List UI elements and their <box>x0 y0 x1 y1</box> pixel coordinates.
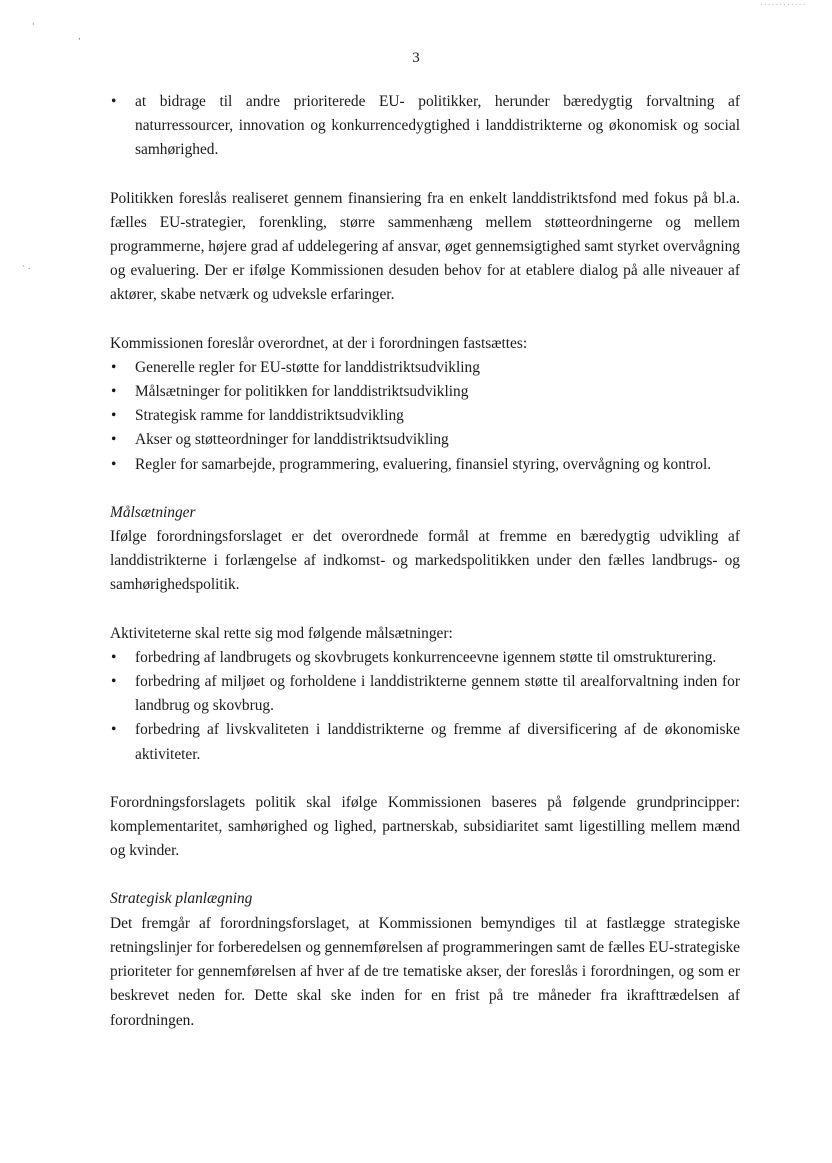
section-heading-goals: Målsætninger <box>110 503 196 521</box>
scan-edge-dots: ............ <box>760 0 807 8</box>
list-item-text: Akser og støtteordninger for landdistriktsudvikling <box>135 431 449 449</box>
paragraph-commission: Kommissionen foreslår overordnet, at der i forordningen fastsættes: <box>110 334 528 352</box>
paragraph-principles: Forordningsforslagets politik skal ifølge Kommissionen baseres på følgende grundprincipper: komplementaritet, samhørighed og lighed, partnerskab, subsidiaritet samt ligestilling mellem mænd og kvinder. <box>110 793 740 860</box>
list-item <box>110 428 740 452</box>
bullet-icon: • <box>111 358 117 376</box>
list-item-text: forbedring af miljøet og forholdene i landdistrikterne gennem støtte til arealforvaltning inden for landbrug og skovbrug. <box>135 673 740 715</box>
bullet-icon: • <box>111 721 117 739</box>
list-item-text: at bidrage til andre prioriterede EU- politikker, herunder bæredygtig forvaltning af naturressourcer, innovation og konkurrencedygtighed i landdistrikterne og økonomisk og social samhørighed. <box>135 93 740 159</box>
list-item <box>110 646 740 670</box>
document-body <box>110 90 740 1033</box>
bullet-icon: • <box>111 431 117 449</box>
commission-bullet-list <box>110 356 740 477</box>
bullet-icon: • <box>111 383 117 401</box>
bullet-icon: • <box>111 648 117 666</box>
intro-bullet-list <box>110 90 740 163</box>
activities-bullet-list <box>110 646 740 767</box>
paragraph-activities: Aktiviteterne skal rette sig mod følgende målsætninger: <box>110 624 453 642</box>
list-item-text: forbedring af landbrugets og skovbrugets konkurrenceevne igennem støtte til omstrukturering. <box>135 648 717 666</box>
list-item-text: forbedring af livskvaliteten i landdistrikterne og fremme af diversificering af de økonomiske aktiviteter. <box>135 721 740 763</box>
list-item <box>110 718 740 766</box>
bullet-icon: • <box>111 673 117 691</box>
list-item <box>110 90 740 163</box>
paragraph-goals: Ifølge forordningsforslaget er det overordnede formål at fremme en bæredygtig udvikling af landdistrikterne i forlængelse af indkomst- og markedspolitikken under den fælles landbrugs- og samhørighedspolitik. <box>110 528 740 594</box>
list-item <box>110 356 740 380</box>
list-item <box>110 670 740 718</box>
scan-speck: , <box>78 32 81 42</box>
bullet-icon: • <box>111 407 117 425</box>
list-item-text: Målsætninger for politikken for landdistriktsudvikling <box>135 383 469 401</box>
bullet-icon: • <box>111 455 117 473</box>
scan-speck: ' <box>32 22 35 32</box>
page-number: 3 <box>412 50 420 66</box>
list-item <box>110 453 740 477</box>
list-item <box>110 404 740 428</box>
paragraph-policy: Politikken foreslås realiseret gennem finansiering fra en enkelt landdistriktsfond med fokus på bl.a. fælles EU-strategier, forenkling, større sammenhæng mellem støtteordningerne og mellem programmerne, højere grad af uddelegering af ansvar, øget gennemsigtighed samt styrket overvågning og evaluering. Der er ifølge Kommissionen desuden behov for at etablere dialog på alle niveauer af aktører, skabe netværk og udveksle erfaringer. <box>110 189 740 304</box>
section-heading-strategy: Strategisk planlægning <box>110 890 253 908</box>
list-item-text: Strategisk ramme for landdistriktsudvikling <box>135 407 404 425</box>
list-item-text: Generelle regler for EU-støtte for landdistriktsudvikling <box>135 358 480 376</box>
list-item-text: Regler for samarbejde, programmering, evaluering, finansiel styring, overvågning og kontrol. <box>135 455 712 473</box>
list-item <box>110 380 740 404</box>
paragraph-strategy: Det fremgår af forordningsforslaget, at Kommissionen bemyndiges til at fastlægge strategiske retningslinjer for forberedelsen og gennemførelsen af programmeringen samt de fælles EU-strategiske prioriteter for gennemførelsen af hver af de tre tematiske akser, der foreslås i forordningen, og som er beskrevet neden for. Dette skal ske inden for en frist på tre måneder fra ikrafttrædelsen af forordningen. <box>110 914 740 1029</box>
scan-speck: · . <box>22 262 31 272</box>
bullet-icon: • <box>111 93 117 110</box>
